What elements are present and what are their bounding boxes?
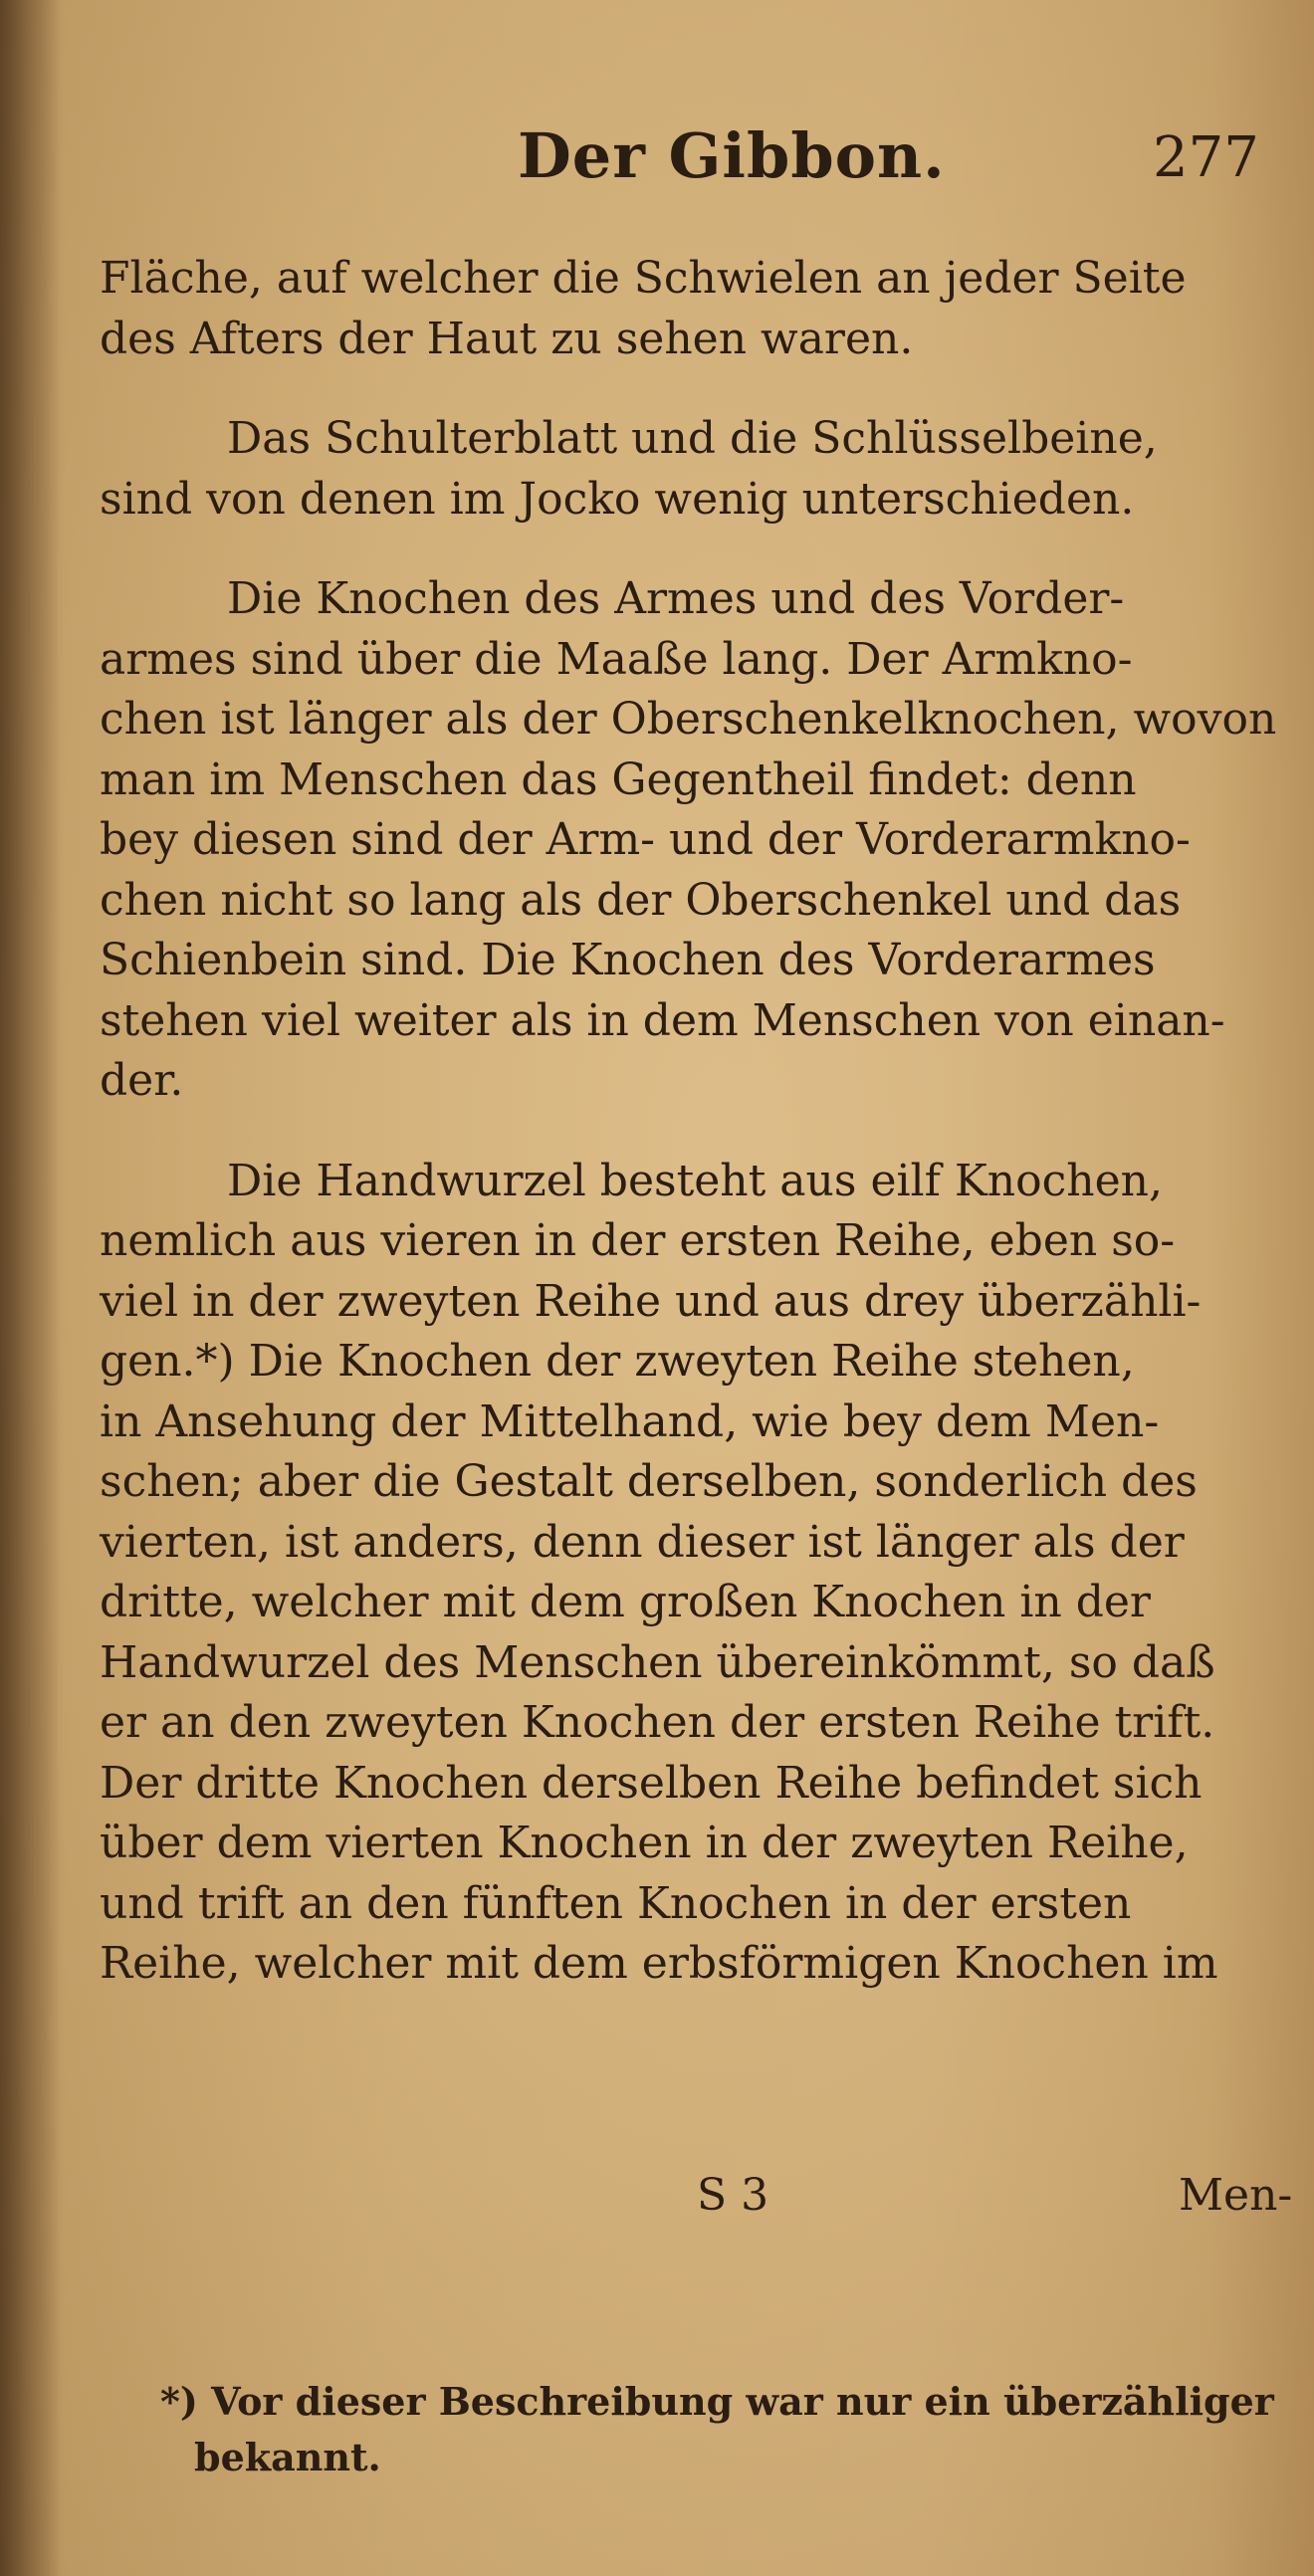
printer-signature: S 3 (697, 2170, 769, 2221)
signature-line (100, 2170, 1293, 2230)
text-line: bey diesen sind der Arm- und der Vorderarmkno- (100, 814, 1191, 865)
text-line: des Afters der Haut zu sehen waren. (100, 313, 914, 364)
text-line: vierten, ist anders, denn dieser ist länger als der (100, 1516, 1185, 1568)
text-line: nemlich aus vieren in der ersten Reihe, eben so- (100, 1215, 1176, 1266)
text-line: der. (100, 1055, 184, 1106)
text-line: in Ansehung der Mittelhand, wie bey dem Men- (100, 1395, 1160, 1447)
footnote-line (160, 2374, 1289, 2430)
text-line: man im Menschen das Gegentheil findet: denn (100, 753, 1137, 805)
footnote (160, 2374, 1289, 2485)
text-line: Reihe, welcher mit dem erbsförmigen Knochen im (100, 1938, 1218, 1989)
paragraph (100, 409, 1274, 530)
text-line: Der dritte Knochen derselben Reihe befindet sich (100, 1757, 1203, 1809)
footnote-marker: *) (160, 2379, 198, 2424)
footnote-line: bekannt. (194, 2435, 381, 2479)
body-text (100, 249, 1277, 1995)
text-line: Das Schulterblatt und die Schlüsselbeine, (227, 413, 1158, 464)
text-line: Die Handwurzel besteht aus eilf Knochen, (227, 1155, 1163, 1206)
text-line: Schienbein sind. Die Knochen des Vorderarmes (100, 935, 1156, 985)
text-line: er an den zweyten Knochen der ersten Reihe trift. (100, 1697, 1215, 1748)
text-line: chen nicht so lang als der Oberschenkel und das (100, 874, 1182, 926)
text-line: Fläche, auf welcher die Schwielen an jeder Seite (100, 253, 1187, 304)
text-line: schen; aber die Gestalt derselben, sonderlich des (100, 1456, 1198, 1507)
text-line: armes sind über die Maaße lang. Der Armkno- (100, 633, 1133, 685)
text-line: über dem vierten Knochen in der zweyten Reihe, (100, 1818, 1189, 1868)
text-line: und trift an den fünften Knochen in der ersten (100, 1877, 1132, 1929)
text-line: Die Knochen des Armes und des Vorder- (227, 573, 1125, 624)
text-line: Handwurzel des Menschen übereinkömmt, so daß (100, 1636, 1215, 1688)
text-line: viel in der zweyten Reihe und aus drey überzähli- (100, 1275, 1202, 1327)
paragraph (100, 249, 1274, 369)
text-line: dritte, welcher mit dem großen Knochen in der (100, 1577, 1151, 1627)
page-header (0, 119, 1314, 199)
paragraph (100, 569, 1277, 1112)
text-line: sind von denen im Jocko wenig unterschieden. (100, 473, 1135, 525)
text-line: stehen viel weiter als in dem Menschen von einan- (100, 994, 1225, 1046)
paragraph (100, 1152, 1274, 1995)
footnote-text: Vor dieser Beschreibung war nur ein überzähliger (211, 2379, 1274, 2424)
text-line: chen ist länger als der Oberschenkelknochen, wovon (100, 694, 1277, 745)
catchword: Men- (1179, 2170, 1293, 2221)
running-title: Der Gibbon. (518, 119, 946, 192)
page-number: 277 (1153, 125, 1259, 190)
text-line: gen.*) Die Knochen der zweyten Reihe stehen, (100, 1336, 1135, 1387)
